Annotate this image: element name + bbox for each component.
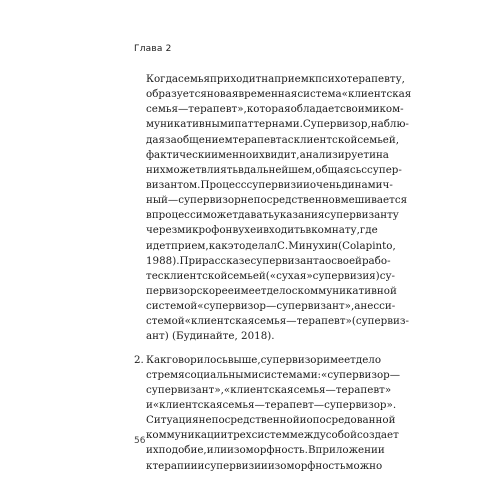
text-line: с тремя социальными системами: «супервизор — <box>146 368 401 381</box>
text-line: византом. Процесс супервизии очень динамич- <box>146 178 393 191</box>
text-line: стемой «клиентская семья — терапевт» (супервиз- <box>146 315 409 328</box>
text-line: семья — терапевт», которая обладает своими ком- <box>146 103 404 116</box>
text-line: 1988). При рассказе супервизанта о своей рабо- <box>146 254 391 267</box>
text-line: муникативными паттернами. Супервизор, наблю- <box>146 118 409 131</box>
text-line: ный — супервизор непосредственно вмешивается <box>146 194 408 207</box>
text-line: супервизант», «клиентская семья — терапевт» <box>146 383 392 396</box>
text-line: идет прием, как это делал С. Минухин (Colapinto, <box>146 239 396 252</box>
list-marker: 2. <box>134 353 144 366</box>
paragraph-1 <box>146 72 412 345</box>
text-line: образуется новая временная система «клиентская <box>146 88 412 101</box>
text-line: фактически именно их видит, анализирует и на <box>146 148 389 161</box>
text-line: в процесс и может давать указания супервизанту <box>146 209 399 222</box>
page-number: 56 <box>134 436 146 446</box>
text-line: дая за общением терапевта с клиентской семьей, <box>146 133 400 146</box>
text-line: их подобие, или изоморфность. В приложении <box>146 444 385 457</box>
text-line: Ситуация непосредственной и опосредованной <box>146 414 396 427</box>
text-line: те с клиентской семьей («сухая» супервизия) су- <box>146 269 396 282</box>
chapter-header: Глава 2 <box>134 44 172 54</box>
text-line: к терапии и супервизии изоморфность можно <box>146 459 383 472</box>
text-line: первизор скорее имеет дело с коммуникативной <box>146 284 397 297</box>
text-line: Когда семья приходит на прием к психотерапевту, <box>146 73 405 85</box>
text-line: Как говорилось выше, супервизор имеет дело <box>146 353 382 366</box>
text-line: и «клиентская семья — терапевт — супервизор». <box>146 398 397 411</box>
text-line: ант) (Будинайте, 2018). <box>146 330 275 343</box>
text-line: коммуникации трех систем между собой создает <box>146 429 399 442</box>
text-line: через микрофон в ухе и входить в комнату, где <box>146 224 378 237</box>
text-line: системой «супервизор — супервизант», а не с си- <box>146 300 396 313</box>
text-line: них может влиять в дальнейшем, общаясь с супер- <box>146 163 402 176</box>
